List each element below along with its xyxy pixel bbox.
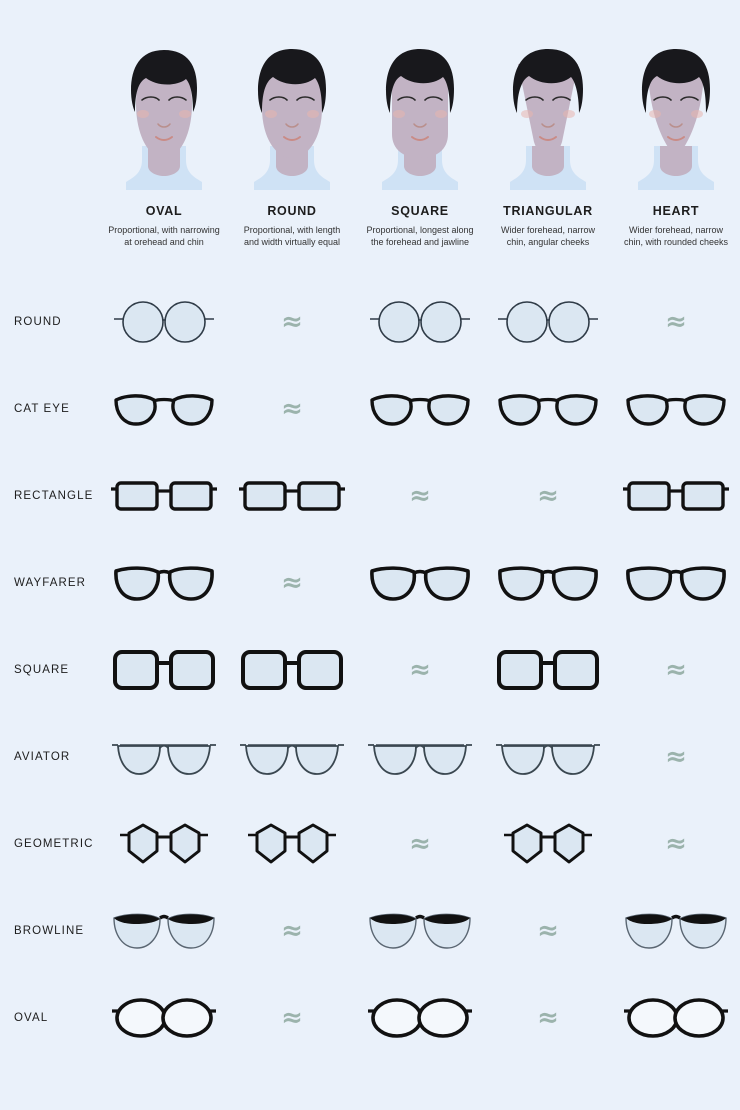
glasses-row-label: ROUND	[14, 315, 62, 328]
match-cell	[356, 278, 484, 365]
match-cell	[484, 626, 612, 713]
no-match-cell	[484, 974, 612, 1061]
glasses-rectangle-icon	[110, 469, 218, 523]
glasses-row-cateye	[0, 365, 740, 452]
match-cell	[100, 278, 228, 365]
no-match-icon: ≈	[281, 1002, 303, 1033]
glasses-row-square	[0, 626, 740, 713]
match-cell	[100, 626, 228, 713]
no-match-icon: ≈	[665, 741, 687, 772]
glasses-browline-icon	[110, 904, 218, 958]
glasses-aviator-icon	[110, 730, 218, 784]
no-match-icon: ≈	[281, 567, 303, 598]
match-cell	[356, 974, 484, 1061]
face-heart-icon	[630, 42, 722, 190]
no-match-icon: ≈	[281, 306, 303, 337]
match-cell	[612, 887, 740, 974]
match-cell	[228, 713, 356, 800]
no-match-cell	[356, 452, 484, 539]
no-match-icon: ≈	[409, 654, 431, 685]
match-cell	[228, 452, 356, 539]
glasses-square-icon	[494, 643, 602, 697]
match-cell	[100, 539, 228, 626]
face-shape-name: HEART	[652, 204, 700, 218]
glasses-geometric-icon	[238, 817, 346, 871]
no-match-icon: ≈	[409, 480, 431, 511]
match-cell	[484, 539, 612, 626]
no-match-cell	[356, 626, 484, 713]
glasses-row-label: WAYFARER	[14, 576, 87, 589]
face-shape-description: Proportional, with narrowing at orehead and chin	[108, 225, 220, 248]
match-cell	[100, 974, 228, 1061]
match-cell	[228, 626, 356, 713]
glasses-geometric-icon	[110, 817, 218, 871]
glasses-row-label: SQUARE	[14, 663, 70, 676]
glasses-round-icon	[366, 295, 474, 349]
glasses-rectangle-icon	[622, 469, 730, 523]
glasses-row-round	[0, 278, 740, 365]
face-shape-description: Proportional, longest along the forehead and jawline	[366, 225, 474, 248]
glasses-row-browline	[0, 887, 740, 974]
no-match-icon: ≈	[665, 828, 687, 859]
glasses-row-label: RECTANGLE	[14, 489, 94, 502]
match-cell	[484, 278, 612, 365]
glasses-oval-icon	[622, 991, 730, 1045]
match-cell	[100, 365, 228, 452]
face-shape-column-round	[228, 42, 356, 248]
glasses-cateye-icon	[622, 382, 730, 436]
glasses-geometric-icon	[494, 817, 602, 871]
face-shape-description: Proportional, with length and width virtually equal	[243, 225, 341, 248]
face-oval-icon	[118, 42, 210, 190]
glasses-row-label: AVIATOR	[14, 750, 71, 763]
glasses-square-icon	[110, 643, 218, 697]
glasses-row-label: CAT EYE	[14, 402, 70, 415]
glasses-oval-icon	[110, 991, 218, 1045]
face-shape-column-square	[356, 42, 484, 248]
face-shape-description: Wider forehead, narrow chin, with rounded cheeks	[623, 225, 729, 248]
glasses-wayfarer-icon	[110, 556, 218, 610]
no-match-cell	[612, 278, 740, 365]
face-shape-header	[100, 42, 740, 248]
glasses-matrix	[0, 278, 740, 1061]
no-match-icon: ≈	[537, 1002, 559, 1033]
glasses-round-icon	[110, 295, 218, 349]
face-triangular-icon	[502, 42, 594, 190]
face-shape-name: OVAL	[145, 204, 183, 218]
face-round-icon	[246, 42, 338, 190]
glasses-oval-icon	[366, 991, 474, 1045]
glasses-row-aviator	[0, 713, 740, 800]
match-cell	[484, 800, 612, 887]
match-cell	[356, 365, 484, 452]
face-shape-name: ROUND	[267, 204, 317, 218]
no-match-cell	[612, 626, 740, 713]
glasses-aviator-icon	[366, 730, 474, 784]
face-shape-name: TRIANGULAR	[503, 204, 593, 218]
match-cell	[356, 713, 484, 800]
no-match-cell	[228, 974, 356, 1061]
match-cell	[100, 713, 228, 800]
glasses-wayfarer-icon	[366, 556, 474, 610]
glasses-browline-icon	[366, 904, 474, 958]
match-cell	[484, 365, 612, 452]
match-cell	[612, 452, 740, 539]
glasses-row-oval	[0, 974, 740, 1061]
glasses-row-label: BROWLINE	[14, 924, 85, 937]
glasses-row-label: GEOMETRIC	[14, 837, 94, 850]
match-cell	[100, 452, 228, 539]
no-match-icon: ≈	[665, 306, 687, 337]
match-cell	[356, 539, 484, 626]
match-cell	[356, 887, 484, 974]
no-match-icon: ≈	[537, 480, 559, 511]
face-shape-description: Wider forehead, narrow chin, angular cheeks	[500, 225, 596, 248]
no-match-cell	[228, 887, 356, 974]
glasses-wayfarer-icon	[494, 556, 602, 610]
no-match-icon: ≈	[281, 915, 303, 946]
match-cell	[100, 800, 228, 887]
glasses-cateye-icon	[366, 382, 474, 436]
no-match-cell	[612, 713, 740, 800]
glasses-aviator-icon	[494, 730, 602, 784]
match-cell	[612, 365, 740, 452]
no-match-icon: ≈	[665, 654, 687, 685]
no-match-cell	[484, 887, 612, 974]
face-shape-column-heart	[612, 42, 740, 248]
glasses-cateye-icon	[494, 382, 602, 436]
glasses-row-wayfarer	[0, 539, 740, 626]
glasses-wayfarer-icon	[622, 556, 730, 610]
glasses-aviator-icon	[238, 730, 346, 784]
match-cell	[228, 800, 356, 887]
glasses-row-geometric	[0, 800, 740, 887]
no-match-cell	[612, 800, 740, 887]
glasses-browline-icon	[622, 904, 730, 958]
glasses-square-icon	[238, 643, 346, 697]
glasses-cateye-icon	[110, 382, 218, 436]
match-cell	[484, 713, 612, 800]
match-cell	[100, 887, 228, 974]
glasses-row-label: OVAL	[14, 1011, 49, 1024]
glasses-rectangle-icon	[238, 469, 346, 523]
no-match-cell	[228, 365, 356, 452]
no-match-icon: ≈	[409, 828, 431, 859]
match-cell	[612, 974, 740, 1061]
face-shape-column-oval	[100, 42, 228, 248]
no-match-cell	[356, 800, 484, 887]
face-square-icon	[374, 42, 466, 190]
no-match-icon: ≈	[281, 393, 303, 424]
face-shape-name: SQUARE	[391, 204, 449, 218]
face-shape-column-triangular	[484, 42, 612, 248]
match-cell	[612, 539, 740, 626]
no-match-cell	[228, 278, 356, 365]
glasses-row-rectangle	[0, 452, 740, 539]
no-match-cell	[484, 452, 612, 539]
glasses-round-icon	[494, 295, 602, 349]
no-match-cell	[228, 539, 356, 626]
no-match-icon: ≈	[537, 915, 559, 946]
